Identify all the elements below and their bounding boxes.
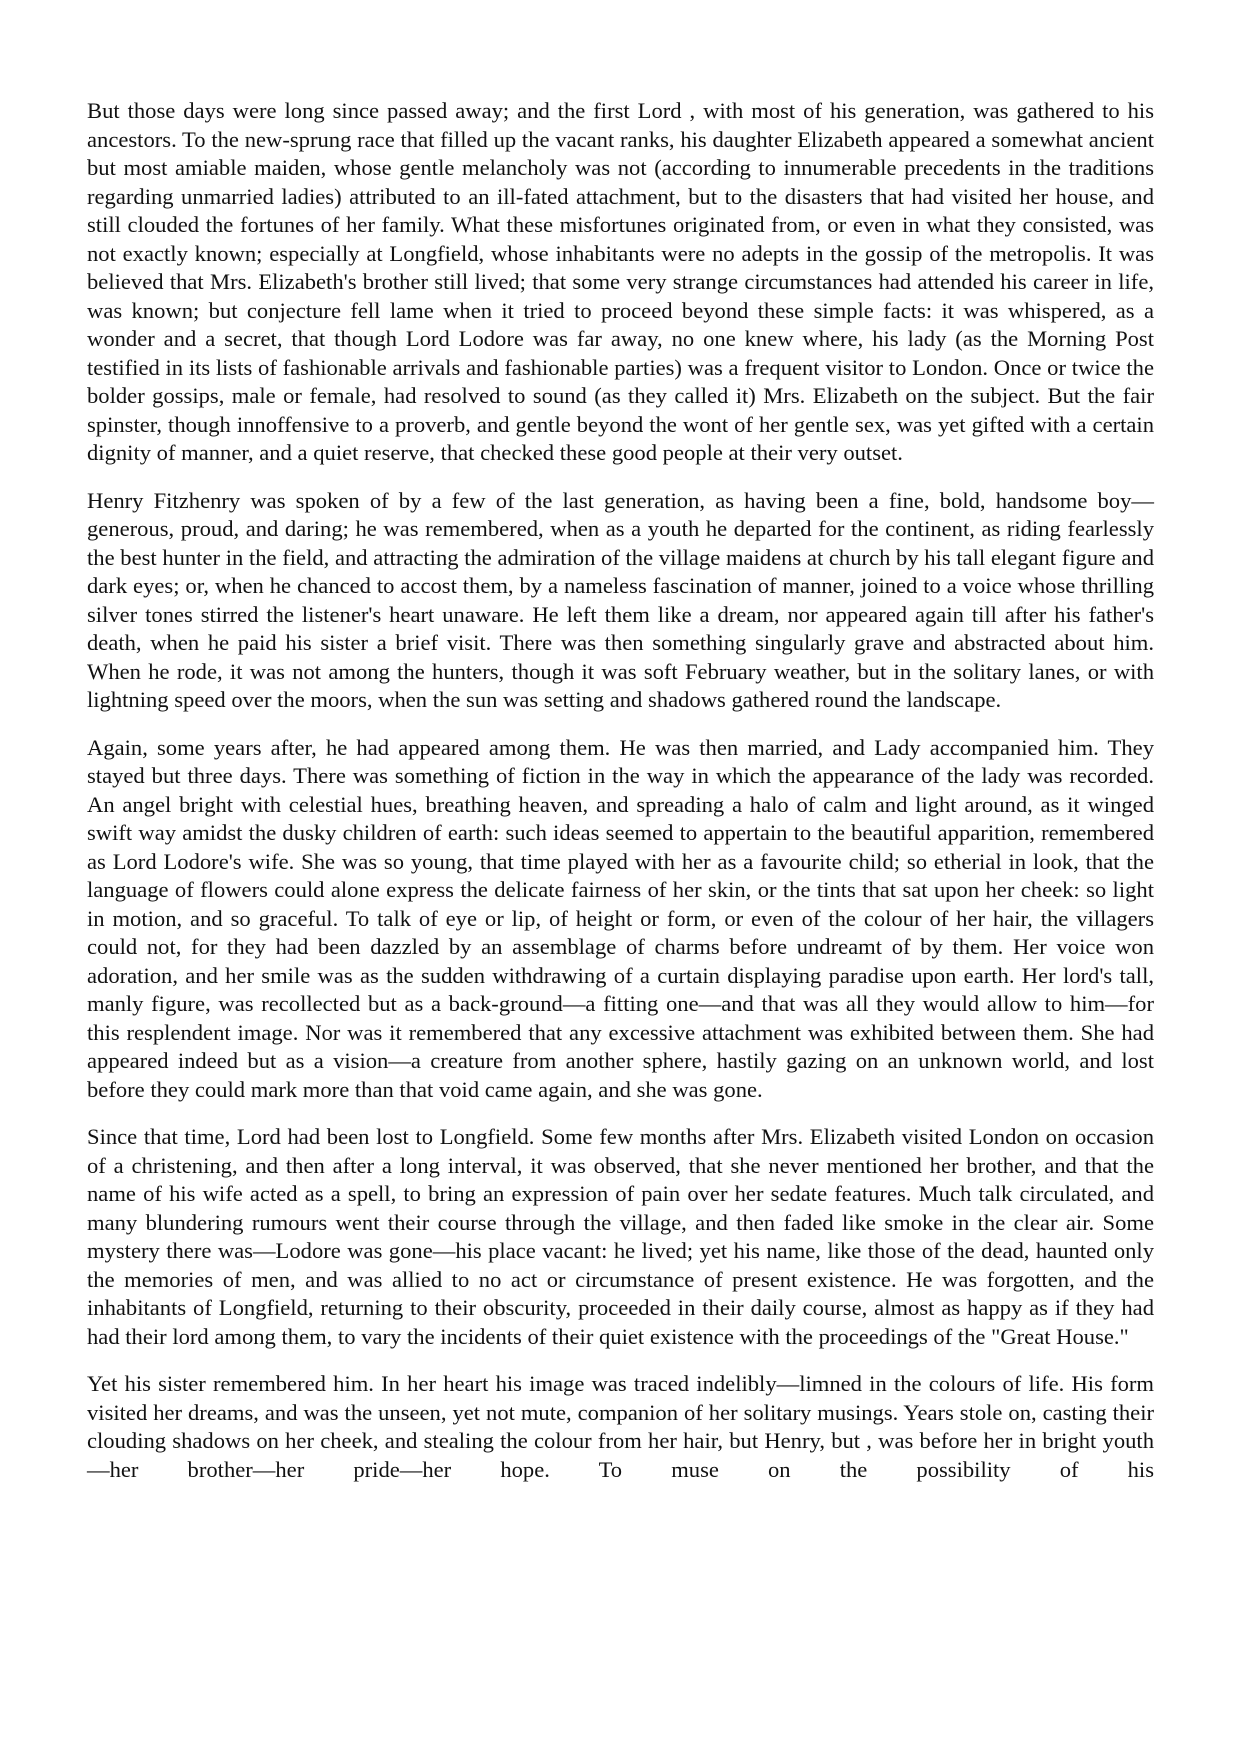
paragraph-1: But those days were long since passed away; and the first Lord , with most of his generation, was gathered to his ancestors. To the new-sprung race that filled up the vacant ranks, his daughter Elizabeth appeared a somewhat ancient but most amiable maiden, whose gentle melancholy was not (according to innumerable precedents in the traditions regarding unmarried ladies) attributed to an ill-fated attachment, but to the disasters that had visited her house, and still clouded the fortunes of her family. What these misfortunes originated from, or even in what they consisted, was not exactly known; especially at Longfield, whose inhabitants were no adepts in the gossip of the metropolis. It was believed that Mrs. Elizabeth's brother still lived; that some very strange circumstances had attended his career in life, was known; but conjecture fell lame when it tried to proceed beyond these simple facts: it was whispered, as a wonder and a secret, that though Lord Lodore was far away, no one knew where, his lady (as the Morning Post testified in its lists of fashionable arrivals and fashionable parties) was a frequent visitor to London. Once or twice the bolder gossips, male or female, had resolved to sound (as they called it) Mrs. Elizabeth on the subject. But the fair spinster, though innoffensive to a proverb, and gentle beyond the wont of her gentle sex, was yet gifted with a certain dignity of manner, and a quiet reserve, that checked these good people at their very outset.	[87, 98, 1154, 465]
paragraph-3: Again, some years after, he had appeared among them. He was then married, and Lady accompanied him. They stayed but three days. There was something of fiction in the way in which the appearance of the lady was recorded. An angel bright with celestial hues, breathing heaven, and spreading a halo of calm and light around, as it winged swift way amidst the dusky children of earth: such ideas seemed to appertain to the beautiful apparition, remembered as Lord Lodore's wife. She was so young, that time played with her as a favourite child; so etherial in look, that the language of flowers could alone express the delicate fairness of her skin, or the tints that sat upon her cheek: so light in motion, and so graceful. To talk of eye or lip, of height or form, or even of the colour of her hair, the villagers could not, for they had been dazzled by an assemblage of charms before undreamt of by them. Her voice won adoration, and her smile was as the sudden withdrawing of a curtain displaying paradise upon earth. Her lord's tall, manly figure, was recollected but as a back-ground—a fitting one—and that was all they would allow to him—for this resplendent image. Nor was it remembered that any excessive attachment was exhibited between them. She had appeared indeed but as a vision—a creature from another sphere, hastily gazing on an unknown world, and lost before they could mark more than that void came again, and she was gone.	[87, 734, 1154, 1102]
document-page	[87, 97, 1154, 1503]
paragraph-5: Yet his sister remembered him. In her heart his image was traced indelibly—limned in the colours of life. His form visited her dreams, and was the unseen, yet not mute, companion of her solitary musings. Years stole on, casting their clouding shadows on her cheek, and stealing the colour from her hair, but Henry, but , was before her in bright youth—her brother—her pride—her hope. To muse on the possibility of his	[87, 1371, 1154, 1482]
paragraph-4: Since that time, Lord had been lost to Longfield. Some few months after Mrs. Elizabeth visited London on occasion of a christening, and then after a long interval, it was observed, that she never mentioned her brother, and that the name of his wife acted as a spell, to bring an expression of pain over her sedate features. Much talk circulated, and many blundering rumours went their course through the village, and then faded like smoke in the clear air. Some mystery there was—Lodore was gone—his place vacant: he lived; yet his name, like those of the dead, haunted only the memories of men, and was allied to no act or circumstance of present existence. He was forgotten, and the inhabitants of Longfield, returning to their obscurity, proceeded in their daily course, almost as happy as if they had had their lord among them, to vary the incidents of their quiet existence with the proceedings of the "Great House."	[87, 1124, 1154, 1349]
paragraph-2: Henry Fitzhenry was spoken of by a few of the last generation, as having been a fine, bold, handsome boy—generous, proud, and daring; he was remembered, when as a youth he departed for the continent, as riding fearlessly the best hunter in the field, and attracting the admiration of the village maidens at church by his tall elegant figure and dark eyes; or, when he chanced to accost them, by a nameless fascination of manner, joined to a voice whose thrilling silver tones stirred the listener's heart unaware. He left them like a dream, nor appeared again till after his father's death, when he paid his sister a brief visit. There was then something singularly grave and abstracted about him. When he rode, it was not among the hunters, though it was soft February weather, but in the solitary lanes, or with lightning speed over the moors, when the sun was setting and shadows gathered round the landscape.	[87, 487, 1154, 712]
